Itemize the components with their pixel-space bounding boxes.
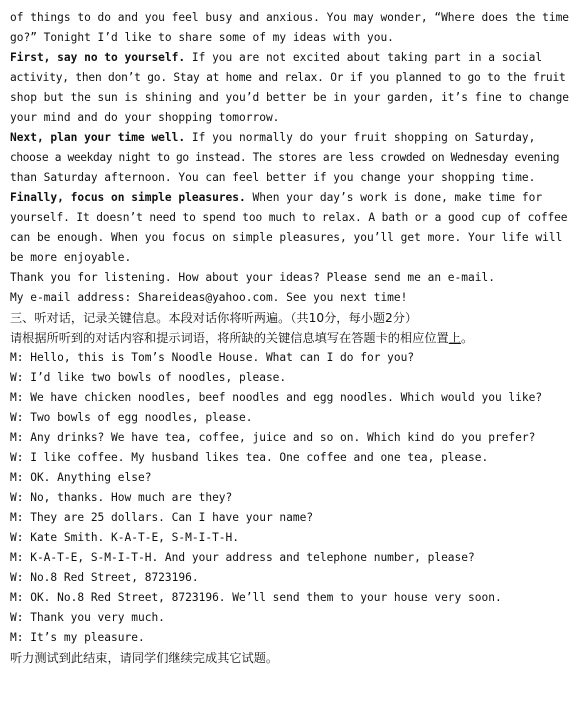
dialogue-line: M: OK. No.8 Red Street, 8723196. We’ll send them to your house very soon. — [10, 591, 502, 604]
dialogue-line: M: Any drinks? We have tea, coffee, juice and so on. Which kind do you prefer? — [10, 431, 536, 444]
email-line: My e-mail address: Shareideas@yahoo.com. See you next time! — [10, 291, 408, 304]
thanks-line: Thank you for listening. How about your ideas? Please send me an e-mail. — [10, 271, 495, 284]
dialogue-line: W: No, thanks. How much are they? — [10, 491, 233, 504]
next-paragraph-line-3: than Saturday afternoon. You can feel better if you change your shopping time. — [10, 171, 536, 184]
first-paragraph-line-3: shop but the sun is shining and you’d better be in your garden, it’s fine to change — [10, 91, 570, 104]
final-heading: Finally, focus on simple pleasures. — [10, 191, 246, 204]
dialogue-line: M: K-A-T-E, S-M-I-T-H. And your address and telephone number, please? — [10, 551, 475, 564]
dialogue-line: W: I like coffee. My husband likes tea. One coffee and one tea, please. — [10, 451, 489, 464]
section-3-instruction — [10, 328, 570, 348]
first-heading: First, say no to yourself. — [10, 51, 186, 64]
final-paragraph-line-1 — [10, 188, 570, 208]
final-paragraph-line-4: be more enjoyable. — [10, 251, 132, 264]
next-paragraph-line-1 — [10, 128, 570, 148]
passage-intro-line-1: of things to do and you feel busy and anxious. You may wonder, “Where does the time — [10, 11, 570, 24]
dialogue-line: W: I’d like two bowls of noodles, please. — [10, 371, 287, 384]
final-paragraph-line-3: can be enough. When you focus on simple pleasures, you’ll get more. Your life will — [10, 231, 563, 244]
final-paragraph-line-2: yourself. It doesn’t need to spend too much to relax. A bath or a good cup of coffee — [10, 211, 568, 224]
dialogue-line: M: They are 25 dollars. Can I have your name? — [10, 511, 314, 524]
next-paragraph-line-2: choose a weekday night to go instead. The stores are less crowded on Wednesday evening — [10, 151, 560, 164]
dialogue-line: W: Two bowls of egg noodles, please. — [10, 411, 253, 424]
next-text-1: If you normally do your fruit shopping on Saturday, — [185, 131, 536, 144]
instruction-underlined: 上 — [448, 331, 461, 345]
section-3-title: 三、听对话，记录关键信息。本段对话你将听两遍。（共10分，每小题2分） — [10, 311, 418, 325]
ending-line: 听力测试到此结束，请同学们继续完成其它试题。 — [10, 651, 279, 665]
dialogue-line: M: We have chicken noodles, beef noodles and egg noodles. Which would you like? — [10, 391, 543, 404]
first-text-1: If you are not excited about taking part in a social — [185, 51, 543, 64]
dialogue-line: W: Kate Smith. K-A-T-E, S-M-I-T-H. — [10, 531, 240, 544]
first-paragraph-line-2: activity, then don’t go. Stay at home and relax. Or if you planned to go to the fruit — [10, 71, 566, 84]
dialogue-line: W: Thank you very much. — [10, 611, 165, 624]
first-paragraph-line-4: your mind and do your shopping tomorrow. — [10, 111, 280, 124]
first-paragraph-line-1 — [10, 48, 570, 68]
instruction-main: 请根据所听到的对话内容和提示词语，将所缺的关键信息填写在答题卡的相应位置 — [10, 331, 449, 345]
dialogue-line: M: It’s my pleasure. — [10, 631, 145, 644]
dialogue-line: W: No.8 Red Street, 8723196. — [10, 571, 199, 584]
passage-intro-line-2: go?” Tonight I’d like to share some of my ideas with you. — [10, 31, 394, 44]
final-text-1: When your day’s work is done, make time for — [245, 191, 543, 204]
dialogue-line: M: Hello, this is Tom’s Noodle House. What can I do for you? — [10, 351, 415, 364]
dialogue-line: M: OK. Anything else? — [10, 471, 152, 484]
instruction-end: 。 — [460, 331, 474, 345]
next-heading: Next, plan your time well. — [10, 131, 186, 144]
